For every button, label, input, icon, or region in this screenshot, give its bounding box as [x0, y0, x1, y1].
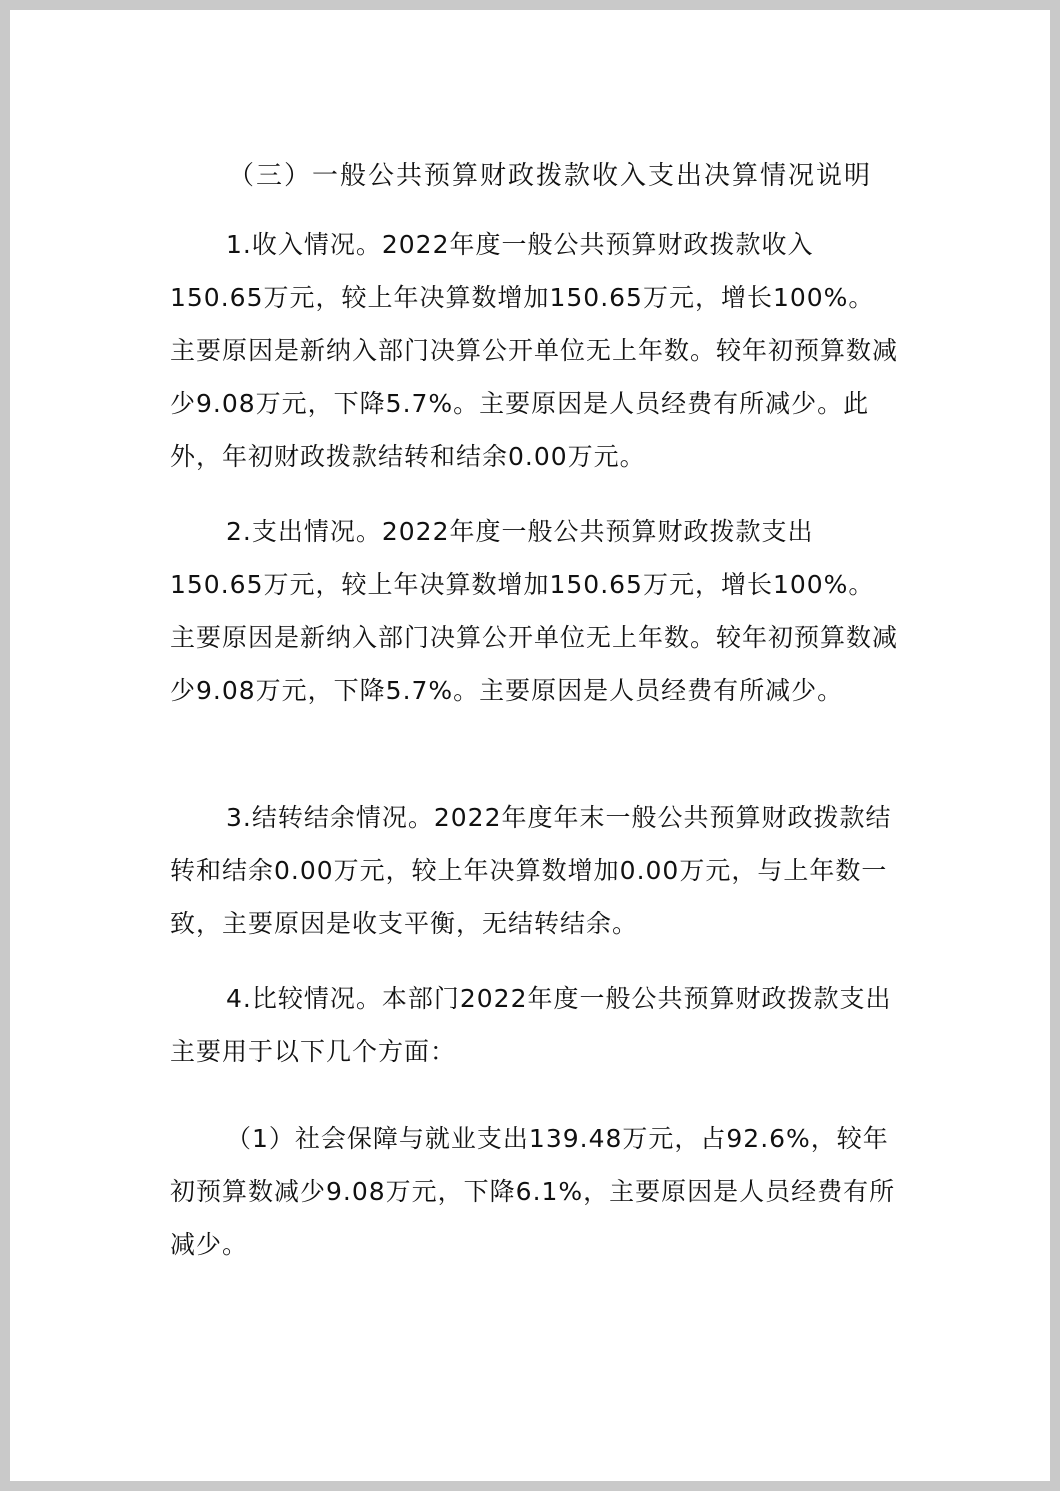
paragraph-expenditure: 2.支出情况。2022年度一般公共预算财政拨款支出150.65万元，较上年决算数增加150.65万元，增长100%。主要原因是新纳入部门决算公开单位无上年数。较年初预算数减少9.08万元，下降5.7%。主要原因是人员经费有所减少。 [170, 517, 899, 705]
paragraph-carryover: 3.结转结余情况。2022年度年末一般公共预算财政拨款结转和结余0.00万元，较上年决算数增加0.00万元，与上年数一致，主要原因是收支平衡，无结转结余。 [170, 803, 892, 938]
paragraph-comparison: 4.比较情况。本部门2022年度一般公共预算财政拨款支出主要用于以下几个方面： [170, 984, 892, 1066]
document-page [10, 10, 1050, 1481]
paragraph-social-security: （1）社会保障与就业支出139.48万元，占92.6%，较年初预算数减少9.08万元，下降6.1%，主要原因是人员经费有所减少。 [170, 1124, 896, 1259]
section-heading: （三）一般公共预算财政拨款收入支出决算情况说明 [228, 161, 873, 191]
paragraph-income: 1.收入情况。2022年度一般公共预算财政拨款收入150.65万元，较上年决算数增加150.65万元，增长100%。主要原因是新纳入部门决算公开单位无上年数。较年初预算数减少9.08万元，下降5.7%。主要原因是人员经费有所减少。此外，年初财政拨款结转和结余0.00万元。 [170, 230, 899, 471]
